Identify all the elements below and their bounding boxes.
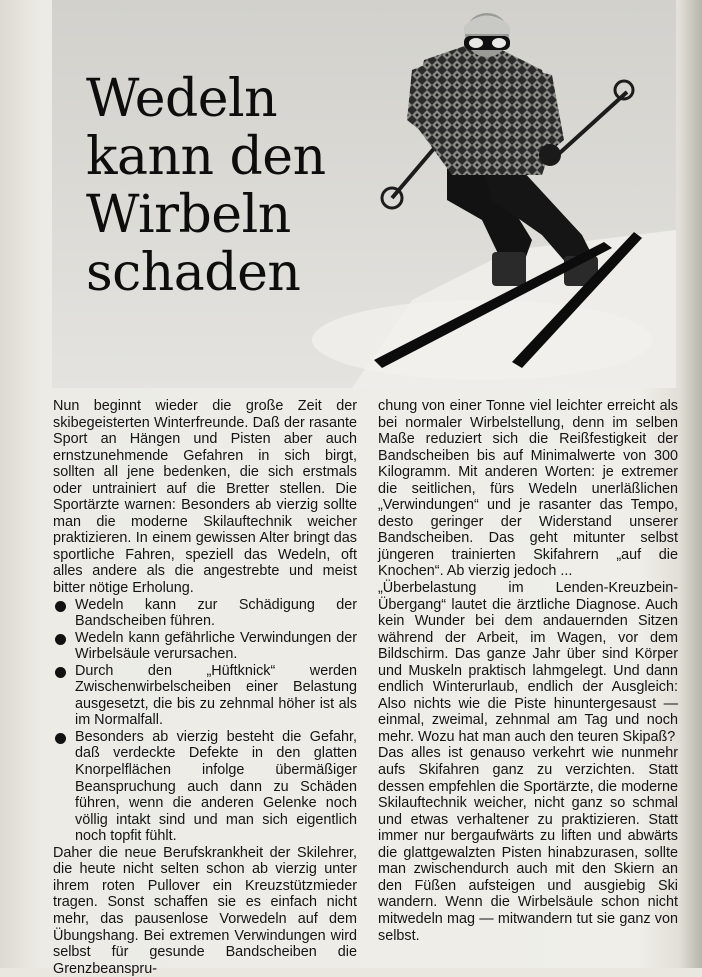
list-item-text: Wedeln kann gefährliche Verwindungen der Wirbelsäule verursachen.: [75, 629, 357, 663]
paragraph: chung von einer Tonne viel leichter erreicht als bei normaler Wirbelstellung, denn im selben Maße reduziert sich die Reißfestigkeit der Bandscheiben bis auf Minimalwerte von 300 Kilogramm. Mit anderen Worten: je extremer die seitlichen, fürs Wedeln unerläßlichen „Verwindungen“ und je rasanter das Tempo, desto geringer der Widerstand unserer Bandscheiben. Das geht mitunter selbst jüngeren trainierten Skifahrern „auf die Knochen“. Ab vierzig jedoch ...: [378, 398, 678, 580]
list-item: [53, 630, 357, 663]
article-headline: [86, 70, 346, 302]
list-item: [53, 597, 357, 630]
headline-line: schaden: [86, 243, 301, 303]
intro-paragraph: Nun beginnt wieder die große Zeit der skibegeisterten Winterfreunde. Daß der rasante Sport an Hängen und Pisten aber auch ernstzunehmende Gefahren in sich birgt, sollten all jene bedenken, die sich erstmals oder untrainiert auf die Bretter stellen. Die Sportärzte warnen: Besonders ab vierzig sollte man die moderne Skilauftechnik weicher praktizieren. In einem gewissen Alter bringt das sportliche Fahren, speziell das Wedeln, oft alles andere als die angestrebte und meist bitter nötige Erholung.: [53, 398, 357, 597]
bullet-icon: [55, 667, 66, 678]
bullet-icon: [55, 733, 66, 744]
list-item-text: Durch den „Hüftknick“ werden Zwischenwirbelscheiben einer Belastung ausgesetzt, die bis zu zehnmal höher ist als im Normalfall.: [75, 662, 357, 729]
list-item-text: Wedeln kann zur Schädigung der Bandscheiben führen.: [75, 596, 357, 630]
warning-list: [53, 597, 357, 845]
paragraph: Das alles ist genauso verkehrt wie nunmehr aufs Skifahren ganz zu verzichten. Statt dessen empfehlen die Sportärzte, die moderne Skilauftechnik weicher, nicht ganz so schmal und etwas verhaltener zu praktizieren. Statt immer nur bergaufwärts zu liften und abwärts die glattgewalzten Pisten hinabzurasen, sollte man zwischendurch auch mit den Skiern an den Füßen aufsteigen und ausgiebig Ski wandern. Wenn die Wirbelsäule schon nicht mitwedeln mag — mitwandern tut sie ganz von selbst.: [378, 745, 678, 944]
outro-paragraph: Daher die neue Berufskrankheit der Skilehrer, die heute nicht selten schon ab vierzig unter ihrem roten Pullover ein Kreuzstützmieder tragen. Sonst schaffen sie es einfach nicht mehr, das pausenlose Vorwedeln auf dem Übungshang. Bei extremen Verwindungen wird selbst für gesunde Bandscheiben die Grenzbeanspru-: [53, 844, 357, 977]
headline-line: Wirbeln: [86, 185, 291, 245]
list-item: [53, 729, 357, 845]
headline-line: kann den: [86, 127, 326, 187]
article-column-left: [53, 398, 357, 977]
headline-line: Wedeln: [86, 69, 278, 129]
bullet-icon: [55, 634, 66, 645]
list-item: [53, 663, 357, 729]
paragraph: „Überbelastung im Lenden-Kreuzbein-Übergang“ lautet die ärztliche Diagnose. Auch kein Wunder bei dem andauernden Sitzen während der Arbeit, im Wagen, vor dem Bildschirm. Das ganze Jahr über sind Körper und Muskeln praktisch lahmgelegt. Und dann endlich Winterurlaub, endlich der Ausgleich: Also nichts wie die Piste hinuntergesaust — einmal, zweimal, zehnmal am Tag und noch mehr. Wozu hat man auch den teuren Skipaß?: [378, 580, 678, 745]
article-column-right: [378, 398, 678, 944]
list-item-text: Besonders ab vierzig besteht die Gefahr, daß verdeckte Defekte in den glatten Knorpelflächen infolge übermäßiger Beanspruchung auch dann zu Schäden führen, wenn die anderen Gelenke noch völlig intakt sind und man sich eigentlich noch topfit fühlt.: [75, 728, 357, 845]
bullet-icon: [55, 601, 66, 612]
